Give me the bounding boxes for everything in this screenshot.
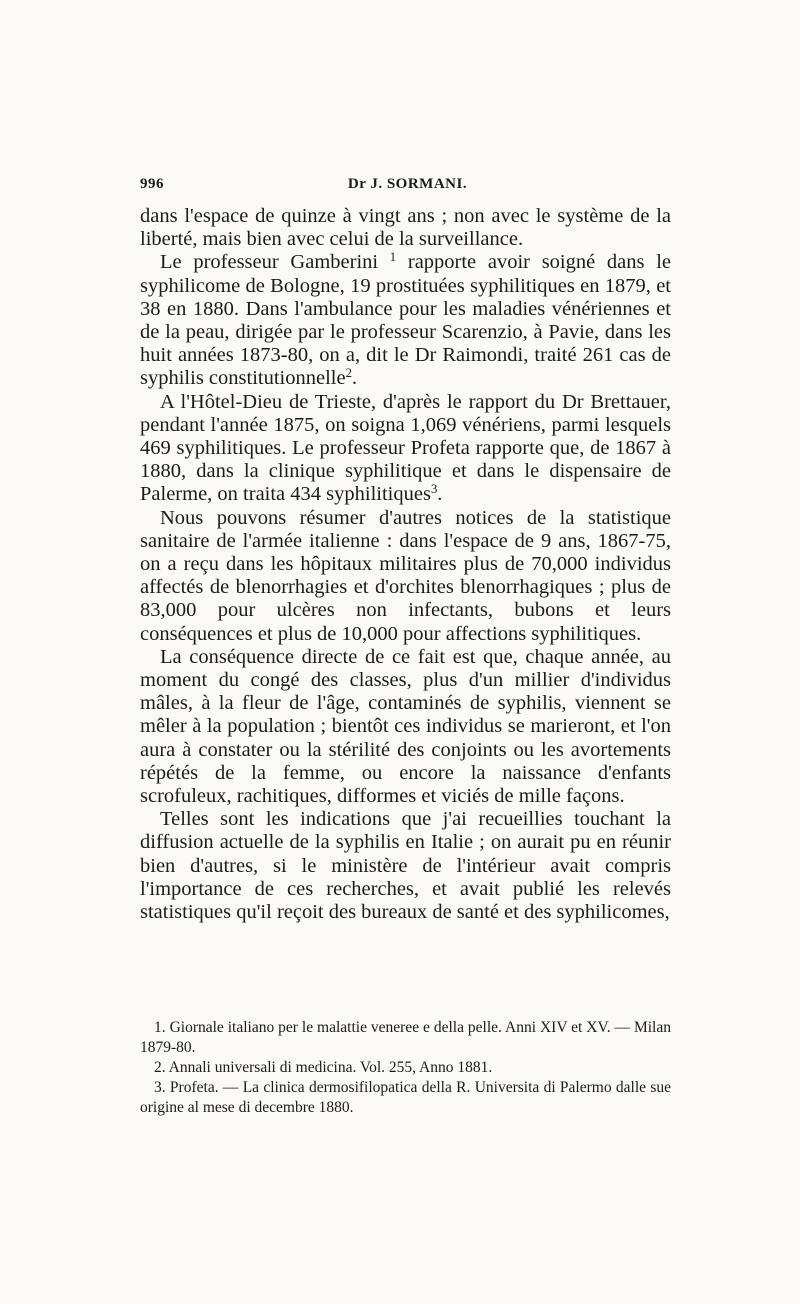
paragraph-1: dans l'espace de quinze à vingt ans ; non avec le système de la liberté, mais bien avec celui de la surveillance.	[140, 205, 671, 251]
footnote-1: 1. Giornale italiano per le malattie veneree e della pelle. Anni XIV et XV. — Milan 1879-80.	[140, 1019, 671, 1056]
footnote-ref-1: 1	[389, 250, 397, 265]
page-number: 996	[140, 176, 164, 192]
paragraph-2-text-a: Le professeur Gamberini	[160, 251, 390, 274]
footnote-ref-2: 2	[345, 366, 352, 381]
body-text	[140, 205, 671, 924]
paragraph-3-text: A l'Hôtel-Dieu de Trieste, d'après le rapport du Dr Brettauer, pendant l'année 1875, on soigna 1,069 vénériens, parmi lesquels 469 syphilitiques. Le professeur Profeta rapporte que, de 1867 à 1880, dans la clinique syphilitique et dans le dispensaire de Palerme, on traita 434 syphilitiques	[140, 390, 671, 506]
paragraph-4: Nous pouvons résumer d'autres notices de la statistique sanitaire de l'armée italienne : dans l'espace de 9 ans, 1867-75, on a reçu dans les hôpitaux militaires plus de 70,000 individus affectés de blenorrhagies et d'orchites blenorrhagiques ; plus de 83,000 pour ulcères non infectants, bubons et leurs conséquences et plus de 10,000 pour affections syphilitiques.	[140, 506, 671, 645]
paragraph-2	[140, 251, 671, 390]
paragraph-5: La conséquence directe de ce fait est que, chaque année, au moment du congé des classes, plus d'un millier d'individus mâles, à la fleur de l'âge, contaminés de syphilis, viennent se mêler à la population ; bientôt ces individus se marieront, et l'on aura à constater ou la stérilité des conjoints ou les avortements répétés de la femme, ou encore la naissance d'enfants scrofuleux, rachitiques, difformes et viciés de mille façons.	[140, 645, 671, 808]
footnote-2: 2. Annali universali di medicina. Vol. 255, Anno 1881.	[154, 1059, 493, 1076]
paragraph-2-text-b: rapporte avoir soigné dans le syphilicome de Bologne, 19 prostituées syphilitiques en 1879, et 38 en 1880. Dans l'ambulance pour les maladies vénériennes et de la peau, dirigée par le professeur Scarenzio, à Pavie, dans les huit années 1873-80, on a, dit le Dr Raimondi, traité 261 cas de syphilis constitutionnelle	[140, 251, 672, 390]
paragraph-3	[140, 391, 671, 507]
paragraph-2-end: .	[351, 367, 358, 390]
footnotes	[140, 1018, 671, 1118]
paragraph-6: Telles sont les indications que j'ai recueillies touchant la diffusion actuelle de la syphilis en Italie ; on aurait pu en réunir bien d'autres, si le ministère de l'intérieur avait compris l'importance de ces recherches, et avait publié les relevés statistiques qu'il reçoit des bureaux de santé et des syphilicomes,	[140, 808, 671, 924]
footnote-3: 3. Profeta. — La clinica dermosifilopatica della R. Universita di Palermo dalle sue origine al mese di decembre 1880.	[140, 1079, 671, 1116]
footnote-ref-3: 3	[430, 482, 438, 497]
running-head: Dr J. SORMANI.	[347, 176, 468, 192]
paragraph-3-end: .	[437, 483, 443, 506]
